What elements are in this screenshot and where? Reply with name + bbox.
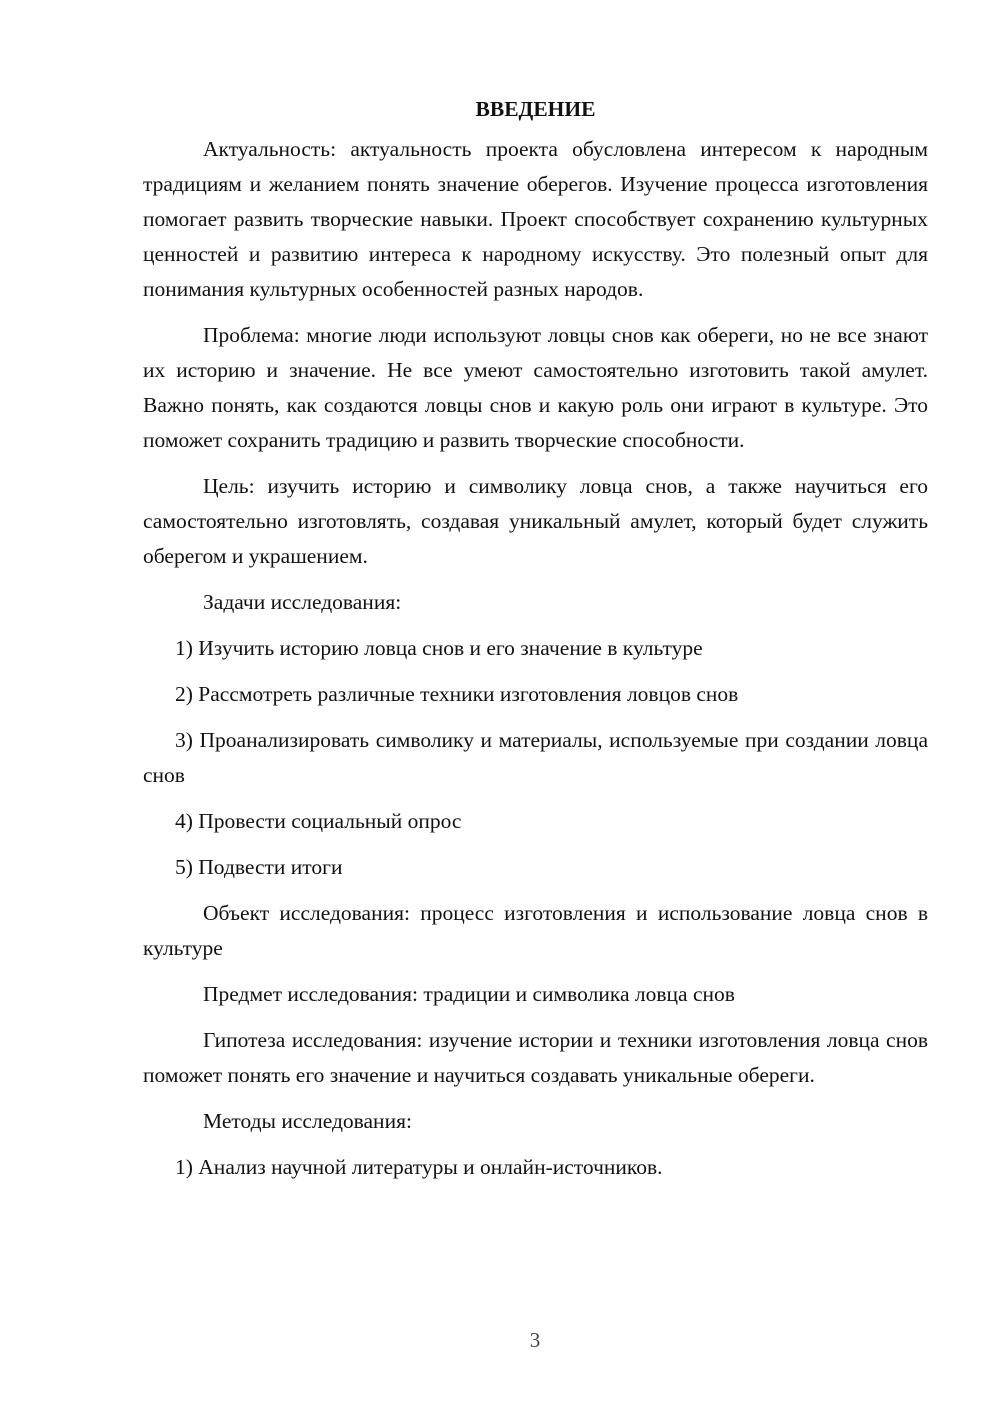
task-item: 4) Провести социальный опрос [175, 809, 462, 833]
section-heading: ВВЕДЕНИЕ [475, 97, 596, 121]
tasks-heading: Задачи исследования: [203, 590, 402, 614]
problem-paragraph: Проблема: многие люди используют ловцы снов как обереги, но не все знают их историю и значение. Не все умеют самостоятельно изготовить такой амулет. Важно понять, как создаются ловцы снов и какую роль они играют в культуре. Это поможет сохранить традицию и развить творческие способности. [143, 323, 928, 452]
task-item: 3) Проанализировать символику и материалы, используемые при создании ловца снов [143, 728, 928, 787]
goal-paragraph: Цель: изучить историю и символику ловца снов, а также научиться его самостоятельно изготовлять, создавая уникальный амулет, который будет служить оберегом и украшением. [143, 474, 928, 568]
object-paragraph: Объект исследования: процесс изготовления и использование ловца снов в культуре [143, 901, 928, 960]
page-number: 3 [529, 1328, 541, 1352]
task-item: 5) Подвести итоги [175, 855, 343, 879]
method-item: 1) Анализ научной литературы и онлайн-источников. [175, 1155, 663, 1179]
task-item: 2) Рассмотреть различные техники изготовления ловцов снов [175, 682, 739, 706]
task-item: 1) Изучить историю ловца снов и его значение в культуре [175, 636, 703, 660]
methods-heading: Методы исследования: [203, 1109, 412, 1133]
page-content [143, 92, 928, 1196]
hypothesis-paragraph: Гипотеза исследования: изучение истории и техники изготовления ловца снов поможет понять его значение и научиться создавать уникальные обереги. [143, 1028, 928, 1087]
subject-paragraph: Предмет исследования: традиции и символика ловца снов [203, 982, 735, 1006]
relevance-paragraph: Актуальность: актуальность проекта обусловлена интересом к народным традициям и желанием понять значение оберегов. Изучение процесса изготовления помогает развить творческие навыки. Проект способствует сохранению культурных ценностей и развитию интереса к народному искусству. Это полезный опыт для понимания культурных особенностей разных народов. [143, 137, 928, 301]
